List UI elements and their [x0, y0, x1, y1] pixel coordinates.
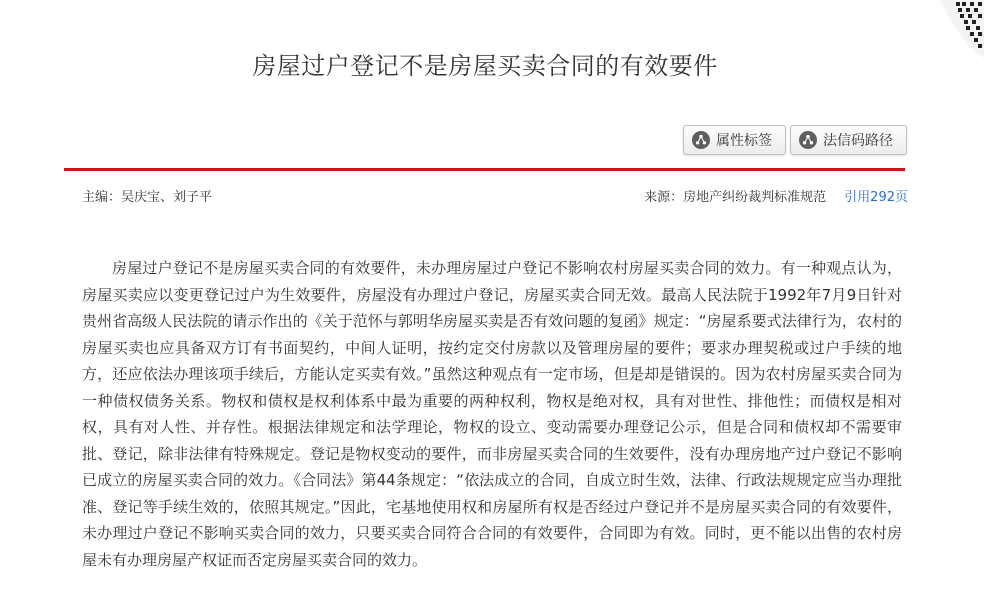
law-code-path-button[interactable] [790, 125, 907, 155]
editors-line [82, 188, 212, 208]
source-value: 房地产纠纷裁判标准规范 [683, 190, 827, 205]
citation-link[interactable]: 引用292页 [844, 190, 908, 205]
source-line [644, 188, 908, 208]
share-nodes-icon [799, 131, 817, 149]
source-label: 来源： [644, 190, 684, 205]
editors-label: 主编： [82, 190, 122, 205]
attribute-tags-button[interactable] [683, 125, 786, 155]
page-title: 房屋过户登记不是房屋买卖合同的有效要件 [252, 52, 718, 80]
editors-value: 吴庆宝、刘子平 [121, 190, 213, 205]
attribute-tags-label: 属性标签 [716, 133, 772, 149]
body-paragraph: 房屋过户登记不是房屋买卖合同的有效要件，未办理房屋过户登记不影响农村房屋买卖合同的效力。有一种观点认为，房屋买卖应以变更登记过户为生效要件，房屋没有办理过户登记，房屋买卖合同无效。最高人民法院于1992年7月9日针对贵州省高级人民法院的请示作出的《关于范怀与郭明华房屋买卖是否有效问题的复函》规定：“房屋系要式法律行为，农村的房屋买卖也应具备双方订有书面契约，中间人证明，按约定交付房款以及管理房屋的要件；要求办理契税或过户手续的地方，还应依法办理该项手续后，方能认定买卖有效。”虽然这种观点有一定市场，但是却是错误的。因为农村房屋买卖合同为一种债权债务关系。物权和债权是权利体系中最为重要的两种权利，物权是绝对权，具有对世性、排他性；而债权是相对权，具有对人性、并存性。根据法律规定和法学理论，物权的设立、变动需要办理登记公示，但是合同和债权却不需要审批、登记，除非法律有特殊规定。登记是物权变动的要件，而非房屋买卖合同的生效要件，没有办理房地产过户登记不影响已成立的房屋买卖合同的效力。《合同法》第44条规定：“依法成立的合同，自成立时生效，法律、行政法规规定应当办理批准、登记等手续生效的，依照其规定。”因此，宅基地使用权和房屋所有权是否经过户登记并不是房屋买卖合同的有效要件，未办理过户登记不影响买卖合同的效力，只要买卖合同符合合同的有效要件，合同即为有效。同时，更不能以出售的农村房屋未有办理房屋产权证而否定房屋买卖合同的效力。 [82, 259, 902, 569]
title-divider [64, 168, 905, 171]
share-nodes-icon [692, 131, 710, 149]
law-code-path-label: 法信码路径 [823, 133, 893, 149]
